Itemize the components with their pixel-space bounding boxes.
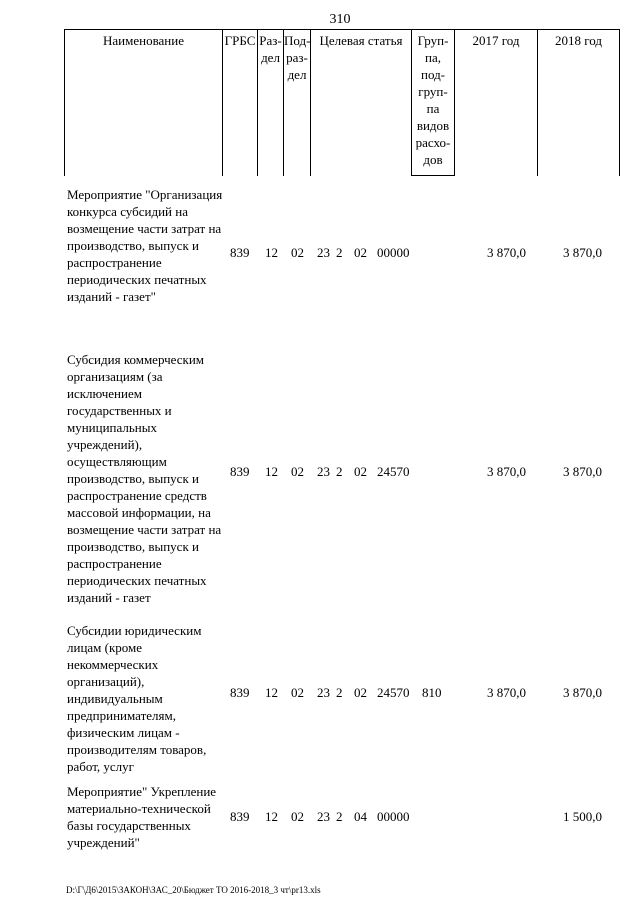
- header-target: Целевая статья: [310, 30, 411, 176]
- row-target-3: 04: [354, 809, 367, 824]
- header-group: Груп- па, под- груп- па видов расхо- дов: [411, 30, 454, 176]
- row-subsection: 02: [291, 809, 304, 824]
- row-target-2: 2: [336, 809, 343, 824]
- row-section: 12: [265, 245, 278, 260]
- row-target-4: 24570: [377, 464, 410, 479]
- row-grbs: 839: [230, 685, 250, 700]
- header-2017: 2017 год: [454, 30, 537, 176]
- row-target-2: 2: [336, 685, 343, 700]
- row-target-2: 2: [336, 245, 343, 260]
- row-subsection: 02: [291, 685, 304, 700]
- row-2017: 3 870,0: [487, 685, 526, 700]
- row-target-3: 02: [354, 685, 367, 700]
- header-subsection: Под- раз- дел: [283, 30, 310, 176]
- row-2018: 3 870,0: [563, 245, 602, 260]
- header-2018: 2018 год: [537, 30, 620, 176]
- row-target-1: 23: [317, 685, 330, 700]
- row-grbs: 839: [230, 464, 250, 479]
- table-header: [64, 29, 620, 176]
- row-name: Субсидии юридическим лицам (кроме некоммерческих организаций), индивидуальным предпринимателям, физическим лицам - производителям товаров, работ, услуг: [67, 623, 207, 774]
- row-2018: 3 870,0: [563, 685, 602, 700]
- row-target-1: 23: [317, 809, 330, 824]
- row-subsection: 02: [291, 464, 304, 479]
- header-section: Раз- дел: [257, 30, 283, 176]
- row-2017: 3 870,0: [487, 245, 526, 260]
- row-target-2: 2: [336, 464, 343, 479]
- row-section: 12: [265, 809, 278, 824]
- row-name: Мероприятие" Укрепление материально-технической базы государственных учреждений": [67, 784, 217, 850]
- file-path-footer: D:\Г\Д6\2015\ЗАКОН\ЗАС_20\Бюджет ТО 2016-2018_3 чт\pr13.xls: [66, 885, 321, 895]
- row-target-4: 24570: [377, 685, 410, 700]
- row-grbs: 839: [230, 245, 250, 260]
- row-target-1: 23: [317, 464, 330, 479]
- row-target-4: 00000: [377, 809, 410, 824]
- row-2018: 3 870,0: [563, 464, 602, 479]
- row-target-3: 02: [354, 464, 367, 479]
- row-target-3: 02: [354, 245, 367, 260]
- row-target-4: 00000: [377, 245, 410, 260]
- row-name: Субсидия коммерческим организациям (за исключением государственных и муниципальных учреждений), осуществляющим производство, выпуск и распространение средств массовой информации, на возмещение части затрат на производство, выпуск и распространение периодических печатных изданий - газет: [67, 352, 222, 605]
- row-name: Мероприятие "Организация конкурса субсидий на возмещение части затрат на производство, выпуск и распространение периодических печатных изданий - газет": [67, 187, 223, 304]
- row-grbs: 839: [230, 809, 250, 824]
- row-2018: 1 500,0: [563, 809, 602, 824]
- header-grbs: ГРБС: [222, 30, 257, 176]
- row-subsection: 02: [291, 245, 304, 260]
- row-section: 12: [265, 464, 278, 479]
- page-number: 310: [329, 12, 351, 27]
- row-group: 810: [422, 685, 442, 700]
- row-2017: 3 870,0: [487, 464, 526, 479]
- row-target-1: 23: [317, 245, 330, 260]
- header-name: Наименование: [64, 30, 222, 176]
- row-section: 12: [265, 685, 278, 700]
